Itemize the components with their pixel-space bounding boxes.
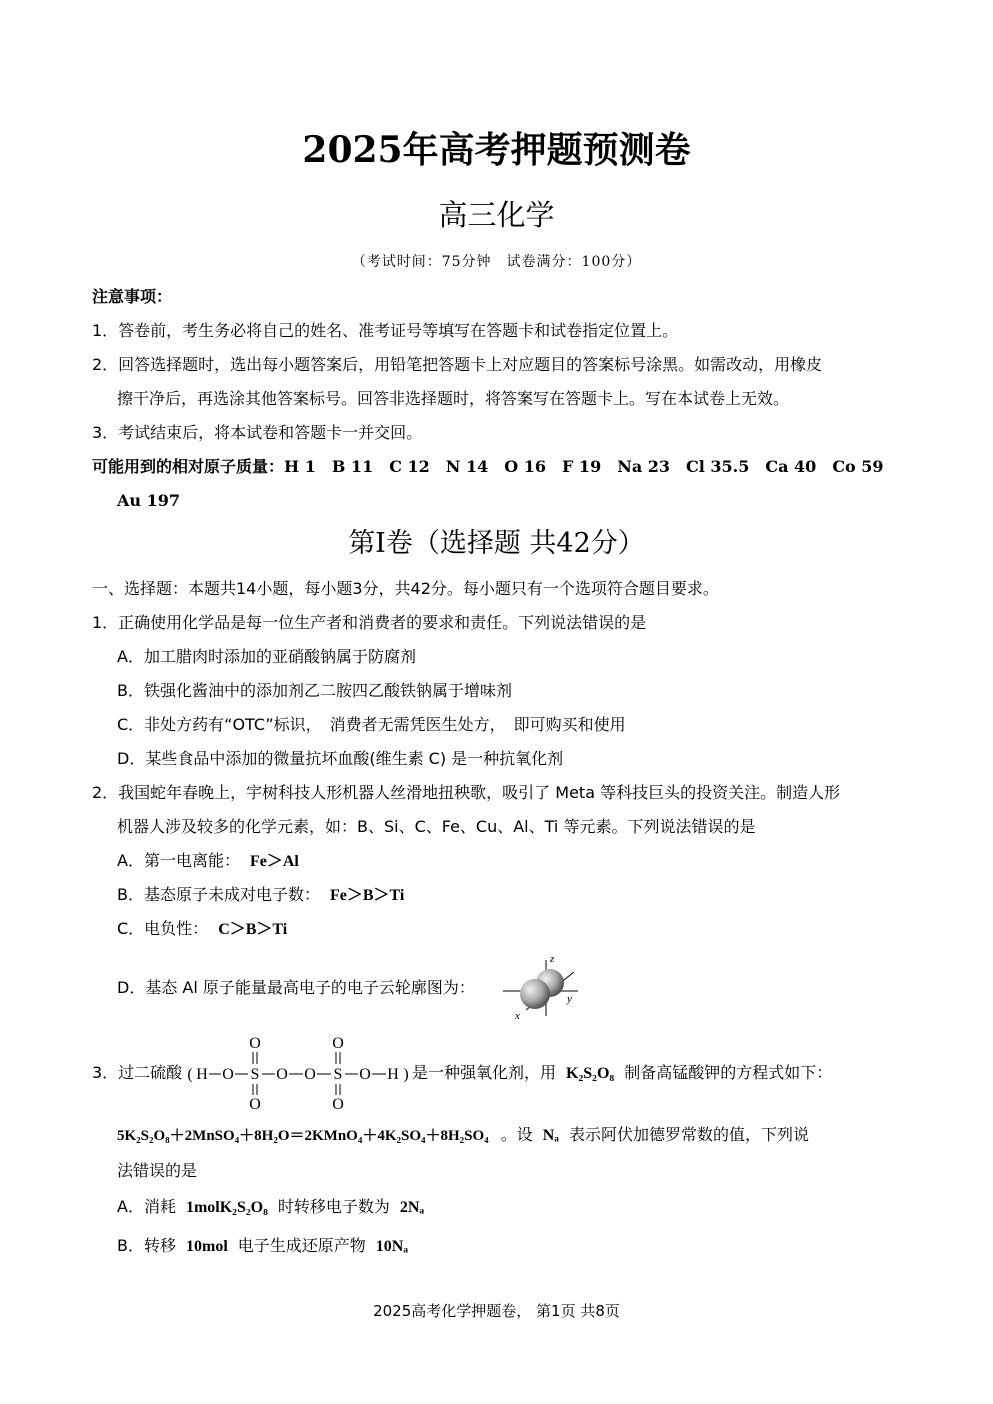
exam-info: （考试时间：75分钟 试卷满分：100分） [351, 254, 642, 270]
notice-item-2-cont: 擦干净后，再选涂其他答案标号。回答非选择题时，将答案写在答题卡上。写在本试卷上无效。 [117, 389, 790, 408]
atom-h-right: H [387, 1066, 399, 1083]
q3-stem-cont: 法错误的是 [117, 1161, 198, 1180]
atomic-mass-values-cont: Au 197 [117, 491, 181, 510]
exam-title: 2025年高考押题预测卷 [302, 129, 691, 171]
q1-option-b: B．铁强化酱油中的添加剂乙二胺四乙酸铁钠属于增味剂 [117, 681, 512, 700]
q3-option-b-text-1: B．转移 [117, 1236, 176, 1255]
q3-stem-mid-text: 是一种强氧化剂，用 [412, 1063, 557, 1082]
q3-option-a [117, 1197, 424, 1218]
atom-o-s1-bottom: O [249, 1096, 261, 1113]
q1-option-c: C．非处方药有“OTC”标识， 消费者无需凭医生处方， 即可购买和使用 [117, 715, 626, 734]
x-axis-label: x [515, 1010, 520, 1022]
atom-o-3: O [304, 1066, 316, 1083]
peroxydisulfuric-acid-structure [184, 1032, 414, 1116]
q2-stem-cont: 机器人涉及较多的化学元素，如：B、Si、C、Fe、Cu、Al、Ti 等元素。下列说法错误的是 [117, 817, 756, 836]
atom-s-1: S [250, 1066, 260, 1083]
q3-option-b-text-2: 电子生成还原产物 [237, 1236, 366, 1255]
orbital-lobe-lower [520, 979, 550, 1009]
q1-option-d: D．某些食品中添加的微量抗坏血酸(维生素 C) 是一种抗氧化剂 [117, 749, 564, 768]
q3-option-a-text-2: 时转移电子数为 [277, 1197, 390, 1216]
q3-reagent: K₂S₂O₈ [566, 1065, 615, 1082]
q2-stem: 2．我国蛇年春晚上，宇树科技人形机器人丝滑地扭秧歌，吸引了 Meta 等科技巨头的投资关注。制造人形 [92, 783, 841, 802]
section-intro: 一、选择题：本题共14小题，每小题3分，共42分。每小题只有一个选项符合题目要求。 [92, 579, 719, 598]
atomic-mass-label: 可能用到的相对原子质量： [92, 457, 285, 476]
z-axis-label: z [550, 953, 555, 965]
q3-stem-start: 3．过二硫酸 [92, 1063, 183, 1082]
paren-left: ( [187, 1066, 193, 1083]
q2-option-c [117, 919, 287, 940]
atomic-mass-line [92, 457, 884, 477]
atom-o-s2-top: O [332, 1035, 344, 1052]
q2-option-b-text: B．基态原子未成对电子数： [117, 885, 320, 904]
page-footer: 2025高考化学押题卷， 第1页 共8页 [373, 1302, 620, 1320]
q3-na-symbol: Nₐ [542, 1127, 559, 1144]
q2-option-c-text: C．电负性： [117, 919, 209, 938]
q1-option-a: A．加工腊肉时添加的亚硝酸钠属于防腐剂 [117, 647, 416, 666]
atomic-mass-values: H 1 B 11 C 12 N 14 O 16 F 19 Na 23 Cl 35.5 Ca 40 Co 59 [284, 457, 884, 476]
q3-option-a-text-1: A．消耗 [117, 1197, 176, 1216]
atom-o-s1-top: O [249, 1035, 261, 1052]
notice-heading: 注意事项： [92, 287, 173, 306]
q2-option-a-formula: Fe＞Al [249, 853, 299, 870]
y-axis-label: y [567, 993, 572, 1005]
q2-option-c-formula: C＞B＞Ti [218, 921, 288, 938]
notice-item-3: 3．考试结束后，将本试卷和答题卡一并交回。 [92, 423, 423, 442]
atom-o-s2-bottom: O [332, 1096, 344, 1113]
exam-subtitle: 高三化学 [438, 198, 555, 232]
q3-option-a-formula-2: 2Nₐ [399, 1199, 425, 1216]
notice-item-2: 2．回答选择题时，选出每小题答案后，用铅笔把答题卡上对应题目的答案标号涂黑。如需改动，用橡皮 [92, 355, 823, 374]
q3-option-b [117, 1236, 408, 1257]
atom-s-2: S [333, 1066, 343, 1083]
q2-option-b-formula: Fe＞B＞Ti [329, 887, 405, 904]
atom-o-1: O [222, 1066, 234, 1083]
q2-option-a [117, 851, 299, 872]
q1-stem: 1．正确使用化学品是每一位生产者和消费者的要求和责任。下列说法错误的是 [92, 613, 647, 632]
section-title: 第I卷（选择题 共42分） [348, 528, 645, 559]
q3-stem-mid [412, 1063, 832, 1084]
q3-option-b-formula-1: 10mol [185, 1238, 228, 1255]
atom-h-left: H [196, 1066, 208, 1083]
q3-equation: 5K₂S₂O₈＋2MnSO₄＋8H₂O＝2KMnO₄＋4K₂SO₄＋8H₂SO₄ [117, 1128, 489, 1144]
q3-option-b-formula-2: 10Nₐ [375, 1238, 409, 1255]
q3-eq-tail-2: 表示阿伏加德罗常数的值，下列说 [568, 1125, 809, 1144]
atom-o-4: O [359, 1066, 371, 1083]
q3-option-a-formula-1: 1molK₂S₂O₈ [185, 1199, 268, 1216]
q3-equation-line [117, 1125, 809, 1146]
notice-item-1: 1．答卷前，考生务必将自己的姓名、准考证号等填写在答题卡和试卷指定位置上。 [92, 321, 679, 340]
q3-stem-end: 制备高锰酸钾的方程式如下： [624, 1063, 833, 1082]
atom-o-2: O [276, 1066, 288, 1083]
paren-right: ) [403, 1066, 409, 1083]
p-orbital-diagram [498, 952, 588, 1022]
q2-option-a-text: A．第一电离能： [117, 851, 240, 870]
q3-eq-tail-1: 。设 [500, 1125, 533, 1144]
q2-option-b [117, 885, 404, 906]
q2-option-d: D．基态 Al 原子能量最高电子的电子云轮廓图为： [117, 978, 475, 997]
